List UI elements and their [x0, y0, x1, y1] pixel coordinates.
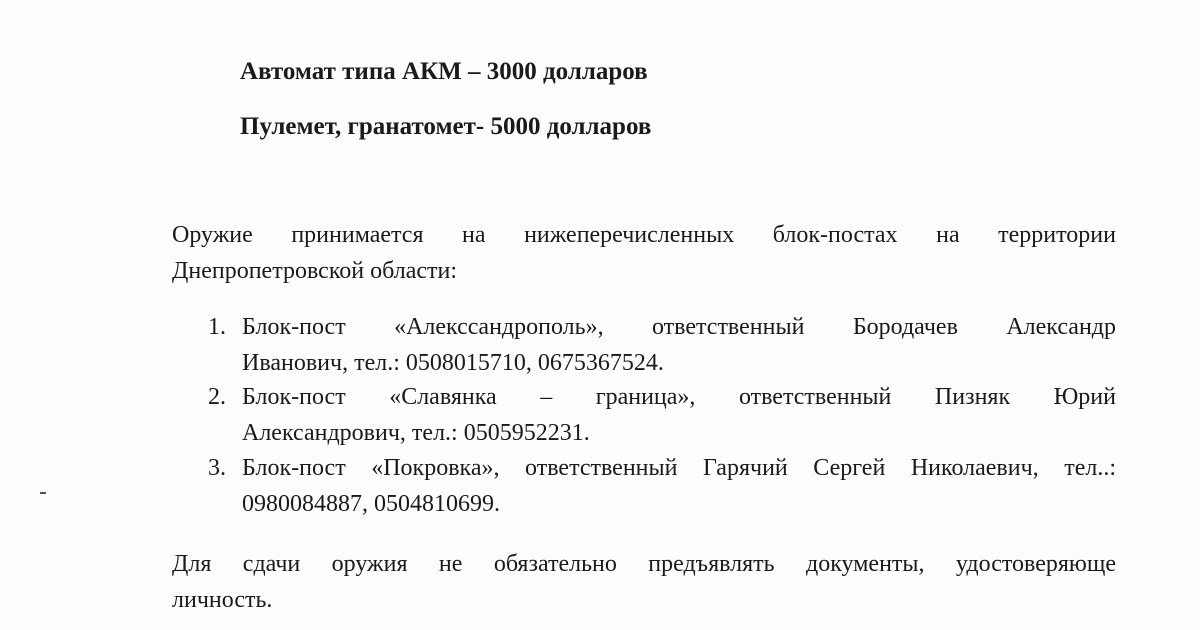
- list-item: [196, 379, 1116, 451]
- list-item: [196, 450, 1116, 522]
- list-item-line-2: 0980084887, 0504810699.: [242, 491, 500, 517]
- intro-line-1: Оружие принимается на нижеперечисленных блок-постах на территории: [172, 222, 1116, 248]
- closing-line-2: личность.: [172, 587, 273, 613]
- list-item-number: 3.: [208, 455, 226, 481]
- intro-line-2: Днепропетровской области:: [172, 258, 458, 284]
- intro-paragraph: [172, 217, 1116, 289]
- list-item: [196, 309, 1116, 381]
- list-item-line-1: Блок-пост «Славянка – граница», ответственный Пизняк Юрий: [242, 384, 1116, 410]
- scan-speck: [40, 492, 46, 494]
- price-machine-gun: Пулемет, гранатомет- 5000 долларов: [240, 113, 652, 140]
- closing-paragraph: [172, 546, 1116, 618]
- list-item-number: 2.: [208, 384, 226, 410]
- list-item-line-2: Александрович, тел.: 0505952231.: [242, 420, 590, 446]
- list-item-line-1: Блок-пост «Алексcандрополь», ответственный Бородачев Александр: [242, 314, 1116, 340]
- list-item-number: 1.: [208, 314, 226, 340]
- closing-line-1: Для сдачи оружия не обязательно предъявлять документы, удостоверяюще: [172, 551, 1116, 577]
- list-item-line-1: Блок-пост «Покровка», ответственный Гарячий Сергей Николаевич, тел..:: [242, 455, 1116, 481]
- list-item-line-2: Иванович, тел.: 0508015710, 0675367524.: [242, 350, 664, 376]
- price-akm: Автомат типа АКМ – 3000 долларов: [240, 58, 648, 85]
